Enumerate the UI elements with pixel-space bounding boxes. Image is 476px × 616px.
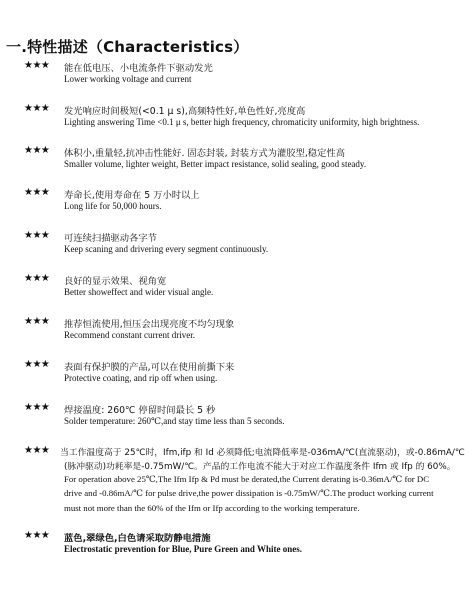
star-rating-icon: ★★★ [24, 402, 50, 413]
star-rating-icon: ★★★ [24, 103, 50, 114]
item-cn-text: 良好的显示效果、视角宽 [64, 276, 167, 287]
derating-line: For operation above 25℃,The Ifm Ifp & Pd must be derated,the Current derating is-0.36mA/℃ for DC [64, 474, 430, 484]
star-rating-icon: ★★★ [24, 230, 50, 241]
item-en-text: Smaller volume, lighter weight, Better impact resistance, solid sealing, good steady. [64, 159, 367, 169]
item-en-text: Protective coating, and rip off when using. [64, 373, 218, 383]
star-rating-icon: ★★★ [24, 530, 50, 541]
derating-line: 当工作温度高于 25℃时，Ifm,ifp 和 Id 必须降低;电流降低率是-036mA/℃(直流驱动)，或-0.86mA/℃ [60, 448, 465, 458]
derating-line: (脉冲驱动)功耗率是-0.75mW/℃。产品的工作电流不能大于对应工作温度条件 Ifm 或 Ifp 的 60%。 [64, 462, 456, 472]
item-en-text: Recommend constant current driver. [64, 330, 195, 340]
item-cn-text: 蓝色,翠绿色,白色请采取防静电措施 [64, 533, 211, 544]
derating-line: must not more than the 60% of the Ifm or Ifp according to the working temperature. [64, 503, 360, 513]
item-cn-text: 寿命长,使用寿命在 5 万小时以上 [64, 190, 200, 201]
item-en-text: Solder temperature: 260℃,and stay time less than 5 seconds. [64, 416, 285, 426]
item-cn-text: 发光响应时间极短(<0.1 μ s),高频特性好,单色性好,亮度高 [64, 106, 306, 117]
section-title: 一.特性描述（Characteristics） [6, 38, 249, 56]
item-en-text: Lighting answering Time <0.1 μ s, better high frequency, chromaticity uniformity, high brightness. [64, 117, 420, 127]
item-en-text: Keep scaning and drivering every segment continuously. [64, 244, 269, 254]
star-rating-icon: ★★★ [24, 187, 50, 198]
star-rating-icon: ★★★ [24, 145, 50, 156]
star-rating-icon: ★★★ [24, 359, 50, 370]
star-rating-icon: ★★★ [24, 273, 50, 284]
derating-line: drive and -0.86mA/℃ for pulse drive,the power dissipation is -0.75mW/℃.The product working current [64, 488, 434, 498]
item-cn-text: 体积小,重量轻,抗冲击性能好. 固态封装, 封装方式为灌胶型,稳定性高 [64, 148, 345, 159]
item-cn-text: 能在低电压、小电流条件下驱动发光 [64, 63, 213, 74]
item-cn-text: 可连续扫描驱动各字节 [64, 233, 157, 244]
item-en-text: Better showeffect and wider visual angle. [64, 287, 214, 297]
item-en-text: Electrostatic prevention for Blue, Pure Green and White ones. [64, 544, 302, 554]
item-en-text: Lower working voltage and current [64, 74, 192, 84]
star-rating-icon: ★★★ [24, 316, 50, 327]
item-cn-text: 推荐恒流使用,恒压会出现亮度不均匀现象 [64, 319, 235, 330]
star-rating-icon: ★★★ [24, 60, 50, 71]
item-en-text: Long life for 50,000 hours. [64, 201, 162, 211]
star-rating-icon: ★★★ [24, 445, 50, 456]
item-cn-text: 表面有保护膜的产品,可以在使用前撕下来 [64, 362, 235, 373]
item-cn-text: 焊接温度: 260℃ 停留时间最长 5 秒 [64, 405, 216, 416]
